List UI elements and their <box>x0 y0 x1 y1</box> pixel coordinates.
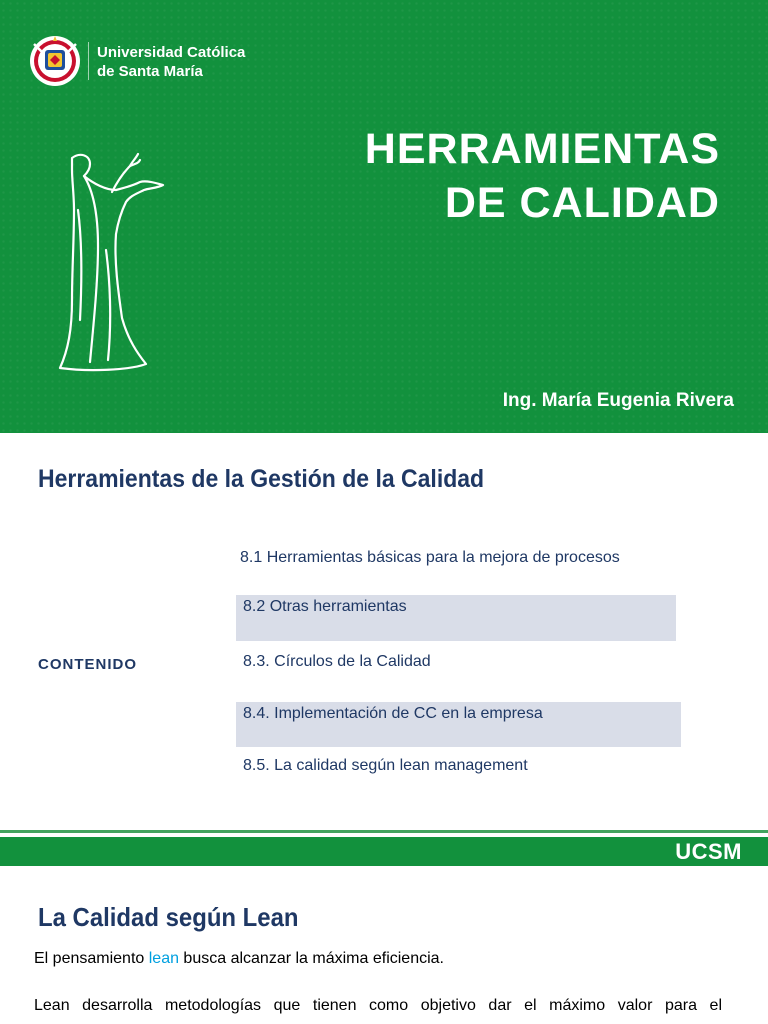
presenter-name: Ing. María Eugenia Rivera <box>502 390 734 411</box>
paragraph-2: Lean desarrolla metodologías que tienen como objetivo dar el máximo valor para el <box>34 997 722 1014</box>
presentation-title-line1: HERRAMIENTAS <box>364 125 720 173</box>
university-seal-icon <box>28 34 82 88</box>
content-item-8-5: 8.5. La calidad según lean management <box>243 757 528 774</box>
content-item-8-2: 8.2 Otras herramientas <box>243 598 407 615</box>
university-name-line1: Universidad Católica <box>97 44 246 61</box>
virgin-statue-icon <box>50 150 175 375</box>
footer-brand-logo: UCSM <box>675 839 742 864</box>
logo-divider <box>88 42 89 80</box>
slide-title: Herramientas de la Gestión de la Calidad <box>38 465 485 493</box>
paragraph-1 <box>34 950 444 968</box>
presentation-title <box>365 122 720 230</box>
lean-slide <box>0 866 768 1024</box>
cover-slide <box>0 0 768 433</box>
university-name-line2: de Santa María <box>97 63 203 80</box>
slide-title: La Calidad según Lean <box>38 902 299 932</box>
paragraph-1-after: busca alcanzar la máxima eficiencia. <box>178 950 444 967</box>
footer-bar <box>0 837 768 866</box>
contents-slide <box>0 433 768 866</box>
university-name <box>97 43 245 81</box>
paragraph-1-before: El pensamiento <box>34 950 149 967</box>
section-label: CONTENIDO <box>38 656 137 673</box>
presentation-title-line2: DE CALIDAD <box>444 179 720 227</box>
content-item-8-4: 8.4. Implementación de CC en la empresa <box>243 705 543 722</box>
footer-divider <box>0 830 768 833</box>
content-item-8-1: 8.1 Herramientas básicas para la mejora de procesos <box>240 549 620 566</box>
lean-highlight: lean <box>148 950 179 967</box>
content-item-8-3: 8.3. Círculos de la Calidad <box>243 653 431 670</box>
